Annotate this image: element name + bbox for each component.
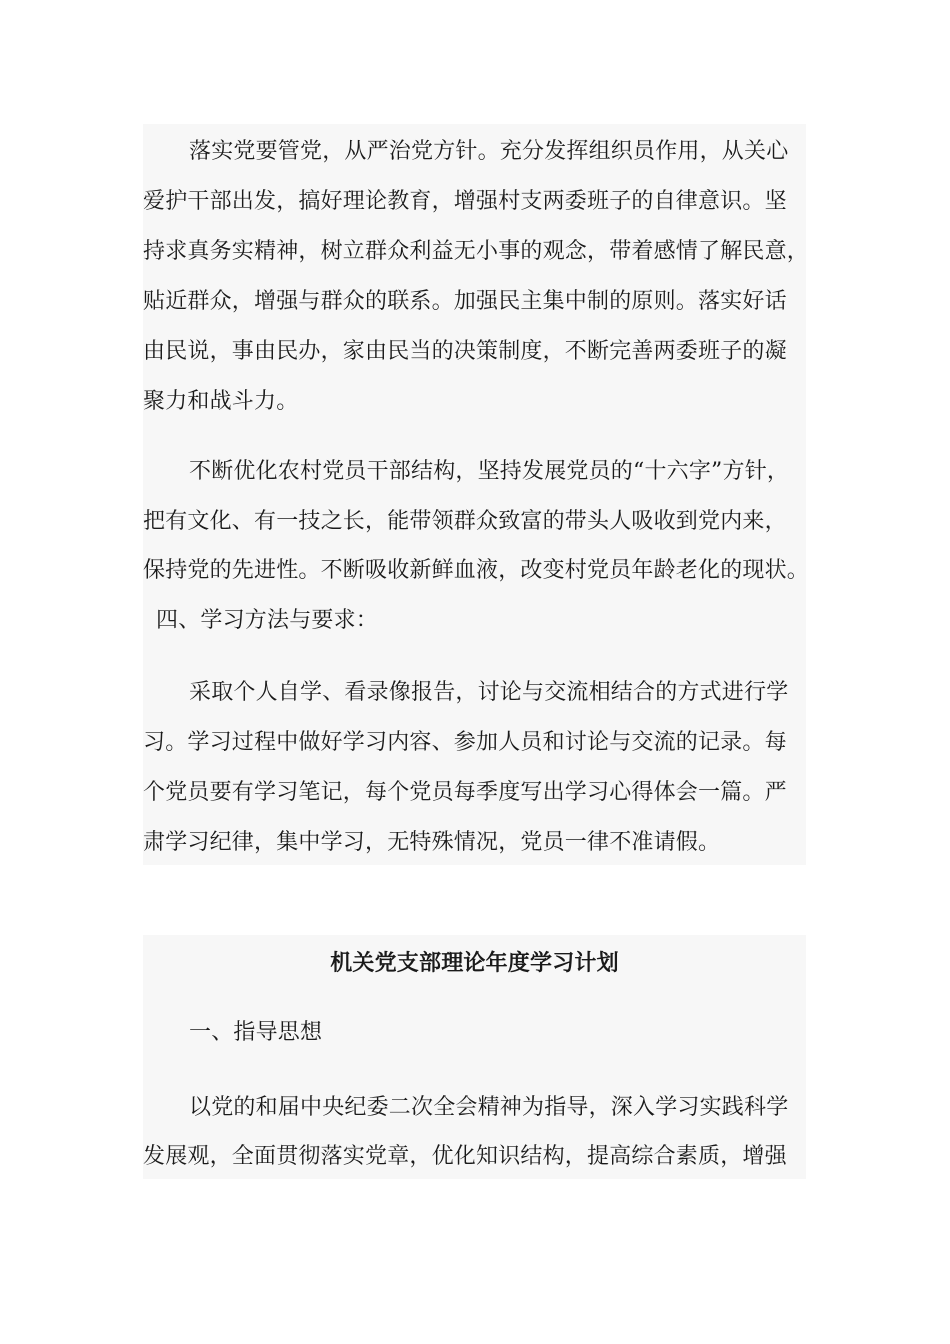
section-study-methods [143, 590, 806, 865]
text-line: 持求真务实精神，树立群众利益无小事的观念，带着感情了解民意， [143, 239, 810, 264]
text-line: 把有文化、有一技之长，能带领群众致富的带头人吸收到党内来， [143, 509, 787, 534]
section-heading: 四、学习方法与要求： [156, 608, 379, 633]
section-heading: 一、指导思想 [189, 1020, 323, 1045]
text-line: 保持党的先进性。不断吸收新鲜血液，改变村党员年龄老化的现状。 [143, 558, 810, 583]
text-line: 聚力和战斗力。 [143, 389, 299, 414]
paragraph-party-discipline [143, 124, 810, 442]
text-line: 习。学习过程中做好学习内容、参加人员和讨论与交流的记录。每 [143, 730, 787, 755]
document-title: 机关党支部理论年度学习计划 [330, 950, 619, 976]
text-line: 肃学习纪律，集中学习，无特殊情况，党员一律不准请假。 [143, 830, 721, 855]
document-study-plan [143, 935, 806, 1179]
paragraph-member-structure [143, 442, 810, 590]
text-line: 爱护干部出发，搞好理论教育，增强村支两委班子的自律意识。坚 [143, 189, 787, 214]
text-line: 发展观，全面贯彻落实党章，优化知识结构，提高综合素质，增强 [143, 1144, 787, 1169]
text-line: 由民说，事由民办，家由民当的决策制度，不断完善两委班子的凝 [143, 339, 787, 364]
text-line: 贴近群众，增强与群众的联系。加强民主集中制的原则。落实好话 [143, 289, 787, 314]
text-line: 不断优化农村党员干部结构，坚持发展党员的“十六字”方针， [189, 459, 790, 484]
text-line: 采取个人自学、看录像报告，讨论与交流相结合的方式进行学 [189, 680, 789, 705]
text-line: 个党员要有学习笔记，每个党员每季度写出学习心得体会一篇。严 [143, 780, 787, 805]
text-line: 以党的和届中央纪委二次全会精神为指导，深入学习实践科学 [189, 1095, 789, 1120]
text-line: 落实党要管党，从严治党方针。充分发挥组织员作用，从关心 [189, 139, 789, 164]
